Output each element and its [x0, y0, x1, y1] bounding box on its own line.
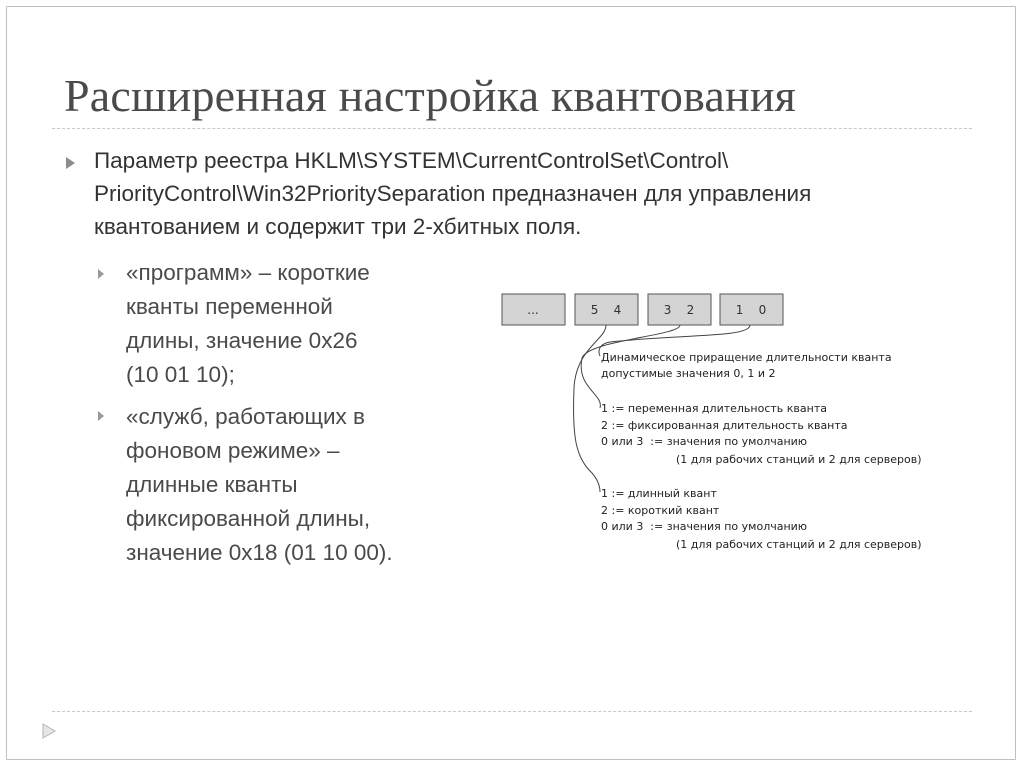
bitfield-box-label: 1 0	[735, 303, 767, 317]
annotation-line: допустимые значения 0, 1 и 2	[601, 367, 776, 380]
subitem-line: длинные кванты	[126, 472, 298, 497]
bitfield-box-label: 3 2	[663, 303, 695, 317]
annotation-line: 1 := переменная длительность кванта	[601, 402, 827, 415]
bitfield-box-bits-3-2	[648, 294, 711, 325]
annotation-line: 0 или 3 := значения по умолчанию	[601, 520, 808, 533]
paragraph-line: квантованием и содержит три 2-хбитных поля.	[94, 214, 582, 239]
bitfield-box-bits-5-4	[575, 294, 638, 325]
triangle-right-icon	[96, 410, 106, 422]
subitem-programs	[126, 256, 446, 392]
annotation-quantum-length	[601, 402, 922, 466]
triangle-right-icon	[64, 156, 78, 170]
subitem-line: фиксированной длины,	[126, 506, 371, 531]
bitfield-box-label: ...	[527, 303, 539, 317]
subitem-services	[126, 400, 446, 570]
triangle-right-icon	[96, 268, 106, 280]
subitem-line: фоновом режиме» –	[126, 438, 340, 463]
triangle-right-outline-icon	[40, 722, 58, 740]
subitem-line: «служб, работающих в	[126, 404, 365, 429]
slide-title: Расширенная настройка квантования	[64, 70, 796, 121]
subitem-line: значение 0x18 (01 10 00).	[126, 540, 393, 565]
title-divider	[52, 128, 972, 129]
subitem-line: длины, значение 0x26	[126, 328, 358, 353]
annotation-line: 2 := фиксированная длительность кванта	[601, 419, 848, 432]
paragraph-line: PriorityControl\Win32PrioritySeparation предназначен для управления	[94, 181, 812, 206]
main-paragraph	[94, 144, 974, 243]
bitfield-diagram	[480, 288, 950, 568]
footer-divider	[52, 711, 972, 712]
annotation-line: 0 или 3 := значения по умолчанию	[601, 435, 808, 448]
annotation-line: Динамическое приращение длительности кванта	[601, 351, 892, 364]
subitem-line: «программ» – короткие	[126, 260, 370, 285]
annotation-line: 2 := короткий квант	[601, 504, 720, 517]
annotation-line: 1 := длинный квант	[601, 487, 717, 500]
bitfield-box-rest	[502, 294, 565, 325]
bitfield-box-label: 5 4	[590, 303, 622, 317]
subitem-line: кванты переменной	[126, 294, 333, 319]
bitfield-box-bits-1-0	[720, 294, 783, 325]
subitem-line: (10 01 10);	[126, 362, 235, 387]
annotation-line: (1 для рабочих станций и 2 для серверов)	[676, 538, 922, 551]
annotation-quantum-size	[601, 487, 922, 551]
annotation-line: (1 для рабочих станций и 2 для серверов)	[676, 453, 922, 466]
annotation-quantum-increment	[601, 351, 892, 380]
paragraph-line: Параметр реестра HKLM\SYSTEM\CurrentControlSet\Control\	[94, 148, 729, 173]
